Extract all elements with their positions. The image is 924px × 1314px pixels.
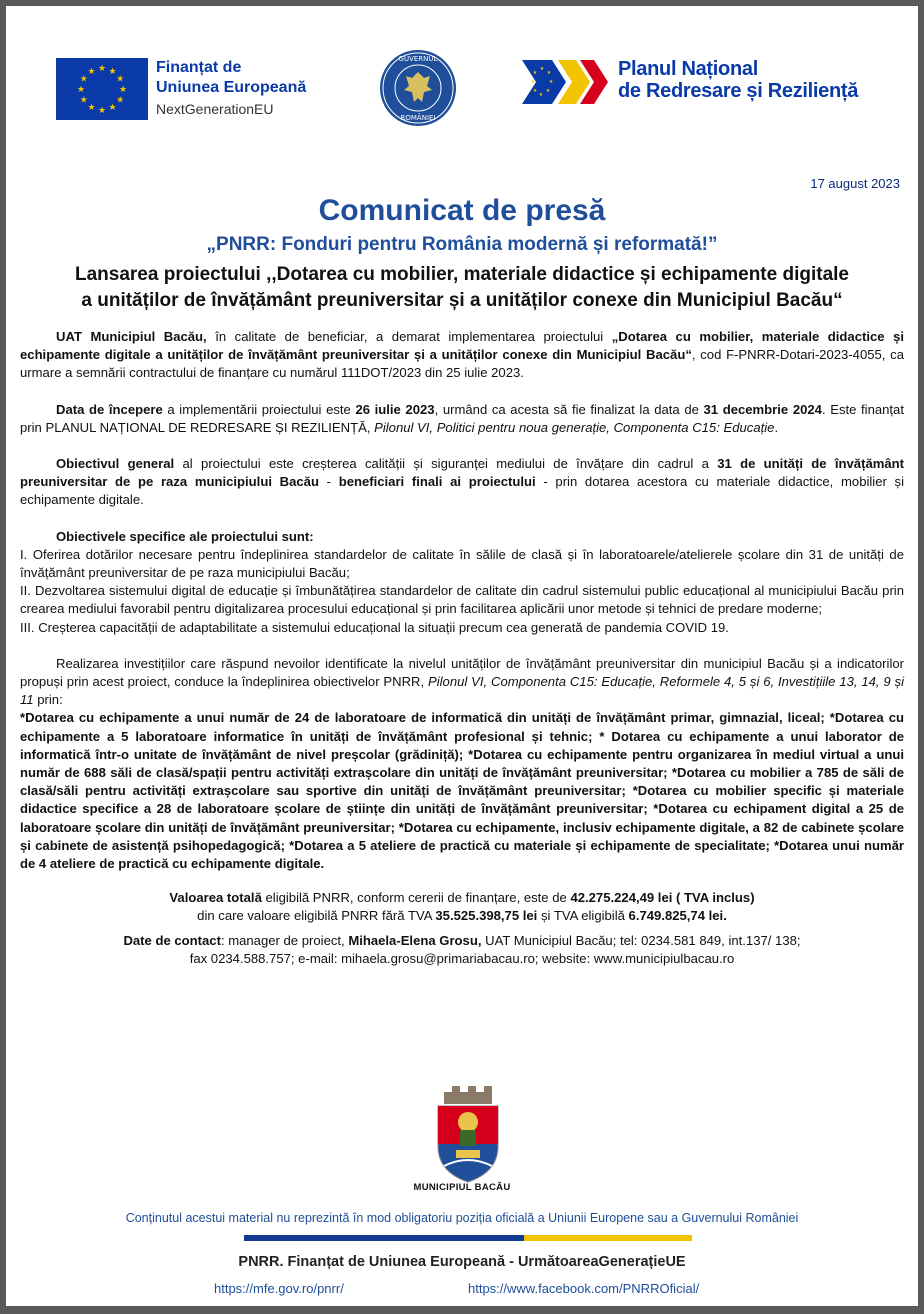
bar-blue xyxy=(244,1235,524,1241)
text-italic: Pilonul VI, Componenta C15: Educație, Reformele 4, 5 și 6, Investițiile 13, 14, 9 și 11 xyxy=(20,674,904,708)
text-bold: Valoarea totală xyxy=(169,890,262,906)
svg-text:★: ★ xyxy=(118,85,128,95)
color-bar xyxy=(244,1235,692,1241)
svg-text:★: ★ xyxy=(108,103,117,114)
svg-text:★: ★ xyxy=(546,70,552,76)
svg-text:★: ★ xyxy=(97,64,107,74)
svg-text:★: ★ xyxy=(548,79,554,85)
pnrr-line-2: de Redresare și Reziliență xyxy=(618,80,859,102)
svg-text:★: ★ xyxy=(108,66,117,77)
text: . xyxy=(774,419,779,435)
eu-funding-label xyxy=(156,58,356,120)
release-date: 17 august 2023 xyxy=(810,176,900,191)
text-bold: beneficiari finali ai proiectului xyxy=(338,474,536,490)
text: Realizarea investițiilor care răspund nevoilor identificate la nivelul unităților de învățământ preuniversitar din municipiul Bacău și a indicatorilor propuși prin acest proiect, conduce la îndeplinirea obiectivelor PNRR, xyxy=(20,655,904,690)
press-release-body xyxy=(20,328,904,968)
project-headline xyxy=(20,262,904,314)
specific-objectives-heading: Obiectivele specifice ale proiectului sunt: xyxy=(56,528,314,544)
text-bold: 31 de unități de învățământ preuniversitar de pe raza municipiului Bacău xyxy=(20,456,905,490)
facebook-link[interactable]: https://www.facebook.com/PNRROficial/ xyxy=(468,1281,700,1296)
eu-flag-icon xyxy=(56,58,148,120)
value-breakdown xyxy=(20,907,904,925)
pnrr-logo-icon xyxy=(522,54,608,110)
footer-title: PNRR. Finanțat de Uniunea Europeană - UrmătoareaGenerațieUE xyxy=(238,1254,686,1270)
text: UAT Municipiul Bacău; tel: 0234.581 849, int.137/ 138; xyxy=(481,932,801,948)
text: . Este finanțat prin PLANUL NAȚIONAL DE REDRESARE ȘI REZILIENȚĂ, xyxy=(20,401,904,435)
svg-text:★: ★ xyxy=(538,92,544,98)
text-bold: Date de contact xyxy=(123,932,221,948)
eu-line-2: Uniunea Europeană xyxy=(156,79,307,96)
svg-text:★: ★ xyxy=(79,74,88,85)
headline-line-1: Lansarea proiectului ,,Dotarea cu mobilier, materiale didactice și echipamente digitale xyxy=(75,264,849,285)
svg-text:★: ★ xyxy=(79,95,88,106)
total-amount: 42.275.224,49 lei ( TVA inclus) xyxy=(570,890,755,906)
paragraph-dates xyxy=(20,401,904,437)
specific-objective-item: III. Creșterea capacității de adaptabilitate a sistemului educațional la situații precum cea generată de pandemia COVID 19. xyxy=(20,619,729,635)
svg-text:★: ★ xyxy=(539,66,545,72)
text: : manager de proiect, xyxy=(220,932,349,948)
text: al proiectului este creșterea calității și siguranței mediului de învățare din cadrul a xyxy=(174,456,718,472)
paragraph-intro xyxy=(20,328,904,383)
specific-objective-item: II. Dezvoltarea sistemului digital de educație și îmbunătățirea standardelor de calitate din cadrul sistemului public educațional al municipiului Bacău prin crearea mediului favorabil pentru digitalizarea procesului educațional și prin facilitarea aplicării unor metode și tehnici de predare moderne; xyxy=(20,583,904,617)
text: - prin dotarea acestora cu materiale didactice, mobilier și echipamente digitale. xyxy=(20,474,904,508)
text: prin: xyxy=(33,692,63,708)
paragraph-investments xyxy=(20,655,904,710)
seal-text-bottom: ROMÂNIEI xyxy=(400,114,436,122)
text: din care valoare eligibilă PNRR fără TVA xyxy=(197,908,436,924)
svg-text:★: ★ xyxy=(116,95,125,106)
svg-text:★: ★ xyxy=(532,88,538,94)
seal-text-top: GUVERNUL xyxy=(398,55,438,63)
paragraph-general-objective xyxy=(20,455,904,510)
svg-text:★: ★ xyxy=(87,66,96,77)
svg-text:★: ★ xyxy=(530,79,536,85)
header-logos xyxy=(56,54,878,134)
text: a implementării proiectului este xyxy=(162,401,356,417)
bar-yellow xyxy=(524,1235,692,1241)
project-name: „Dotarea cu mobilier, materiale didactice și echipamente digitale a unităților de învățământ preuniversitar și a unităților conexe din Municipiul Bacău“ xyxy=(20,329,904,363)
page-title: Comunicat de presă xyxy=(318,194,606,227)
press-release-page xyxy=(6,6,918,1306)
text-italic: Pilonul VI, Politici pentru noua generație, Componenta C15: Educație xyxy=(374,419,775,435)
headline-line-2: a unităților de învățământ preuniversitar și a unităților conexe din Municipiul Bacău“ xyxy=(81,290,843,311)
svg-text:★: ★ xyxy=(532,70,538,76)
text: și TVA eligibilă xyxy=(537,908,629,924)
end-date: 31 decembrie 2024 xyxy=(703,401,822,417)
text: , cod F-PNRR-Dotari-2023-4055, ca urmare a semnării contractului de finanțare cu numărul 111DOT/2023 din 25 iulie 2023. xyxy=(20,347,904,381)
eu-line-3: NextGenerationEU xyxy=(156,101,274,117)
contact-line-1 xyxy=(20,932,904,950)
contact-line-2: fax 0234.588.757; e-mail: mihaela.grosu@primariabacau.ro; website: www.municipiulbacau.ro xyxy=(189,950,735,966)
contact-person: Mihaela-Elena Grosu, xyxy=(348,932,482,948)
disclaimer: Conținutul acestui material nu reprezintă în mod obligatoriu poziția oficială a Uniunii Europene sau a Guvernului României xyxy=(125,1211,799,1225)
svg-text:★: ★ xyxy=(97,106,107,116)
amount-no-vat: 35.525.398,75 lei xyxy=(435,908,538,924)
pnrr-line-1: Planul Național xyxy=(618,58,758,80)
text: eligibilă PNRR, conform cererii de finanțare, este de xyxy=(261,890,571,906)
pnrr-label xyxy=(618,58,858,102)
svg-text:★: ★ xyxy=(116,74,125,85)
svg-text:★: ★ xyxy=(545,88,551,94)
svg-text:★: ★ xyxy=(76,85,86,95)
amount-vat: 6.749.825,74 lei. xyxy=(628,908,727,924)
eu-line-1: Finanțat de xyxy=(156,59,242,76)
crest-label: MUNICIPIUL BACĂU xyxy=(413,1182,511,1193)
mfe-link[interactable]: https://mfe.gov.ro/pnrr/ xyxy=(214,1281,344,1296)
total-value xyxy=(20,889,904,907)
bacau-crest-icon xyxy=(430,1084,506,1184)
text-bold: Data de începere xyxy=(56,401,163,417)
text: , urmând ca acesta să fie finalizat la data de xyxy=(434,401,704,417)
government-seal-icon xyxy=(378,48,458,128)
page-subtitle: „PNRR: Fonduri pentru România modernă și reformată!” xyxy=(206,234,718,255)
start-date: 26 iulie 2023 xyxy=(355,401,435,417)
paragraph-equipment-list: *Dotarea cu echipamente a unui număr de 24 de laboratoare de informatică din unități de învățământ primar, gimnazial, liceal; *Dotarea cu echipamente a 5 laboratoare informatice în unități de învățământ profesional și tehnic; * Dotarea cu echipamente a unui laborator de informatică într-o unitate de învățământ de nivel preșcolar (grădiniță); *Dotarea cu echipamente pentru organizarea în mediul virtual a unui număr de 688 săli de clasă/spații pentru activități extrașcolare din unități de învățământ preuniversitar; *Dotarea cu mobilier a 785 de săli de clasă/săli pentru activități extrașcolare sau sportive din unități de învățământ preuniversitar; *Dotarea cu mobilier specific și materiale didactice specifice a 28 de laboratoare școlare de științe din unități de învățământ preuniversitar; *Dotarea cu echipament digital a 25 de laboratoare școlare din unități de învățământ preuniversitar; *Dotarea cu echipamente, inclusiv echipamente digitale, a 82 de cabinete școlare și cabinete de asistență psihopedagogică; *Dotarea a 5 ateliere de practică cu materiale și echipamente de specialitate; *Dotarea unui număr de 4 ateliere de practică cu echipamente digitale. xyxy=(20,710,904,872)
text-bold: Obiectivul general xyxy=(56,456,175,472)
svg-text:★: ★ xyxy=(87,103,96,114)
specific-objective-item: I. Oferirea dotărilor necesare pentru îndeplinirea standardelor de calitate în sălile de clasă și în laboratoarele/atelierele școlare din 31 de unități de învățământ preuniversitar de pe raza municipiului Bacău; xyxy=(20,546,904,581)
text: în calitate de beneficiar, a demarat implementarea proiectului xyxy=(206,329,612,344)
text-bold: UAT Municipiul Bacău, xyxy=(56,329,207,344)
text: - xyxy=(318,474,339,490)
